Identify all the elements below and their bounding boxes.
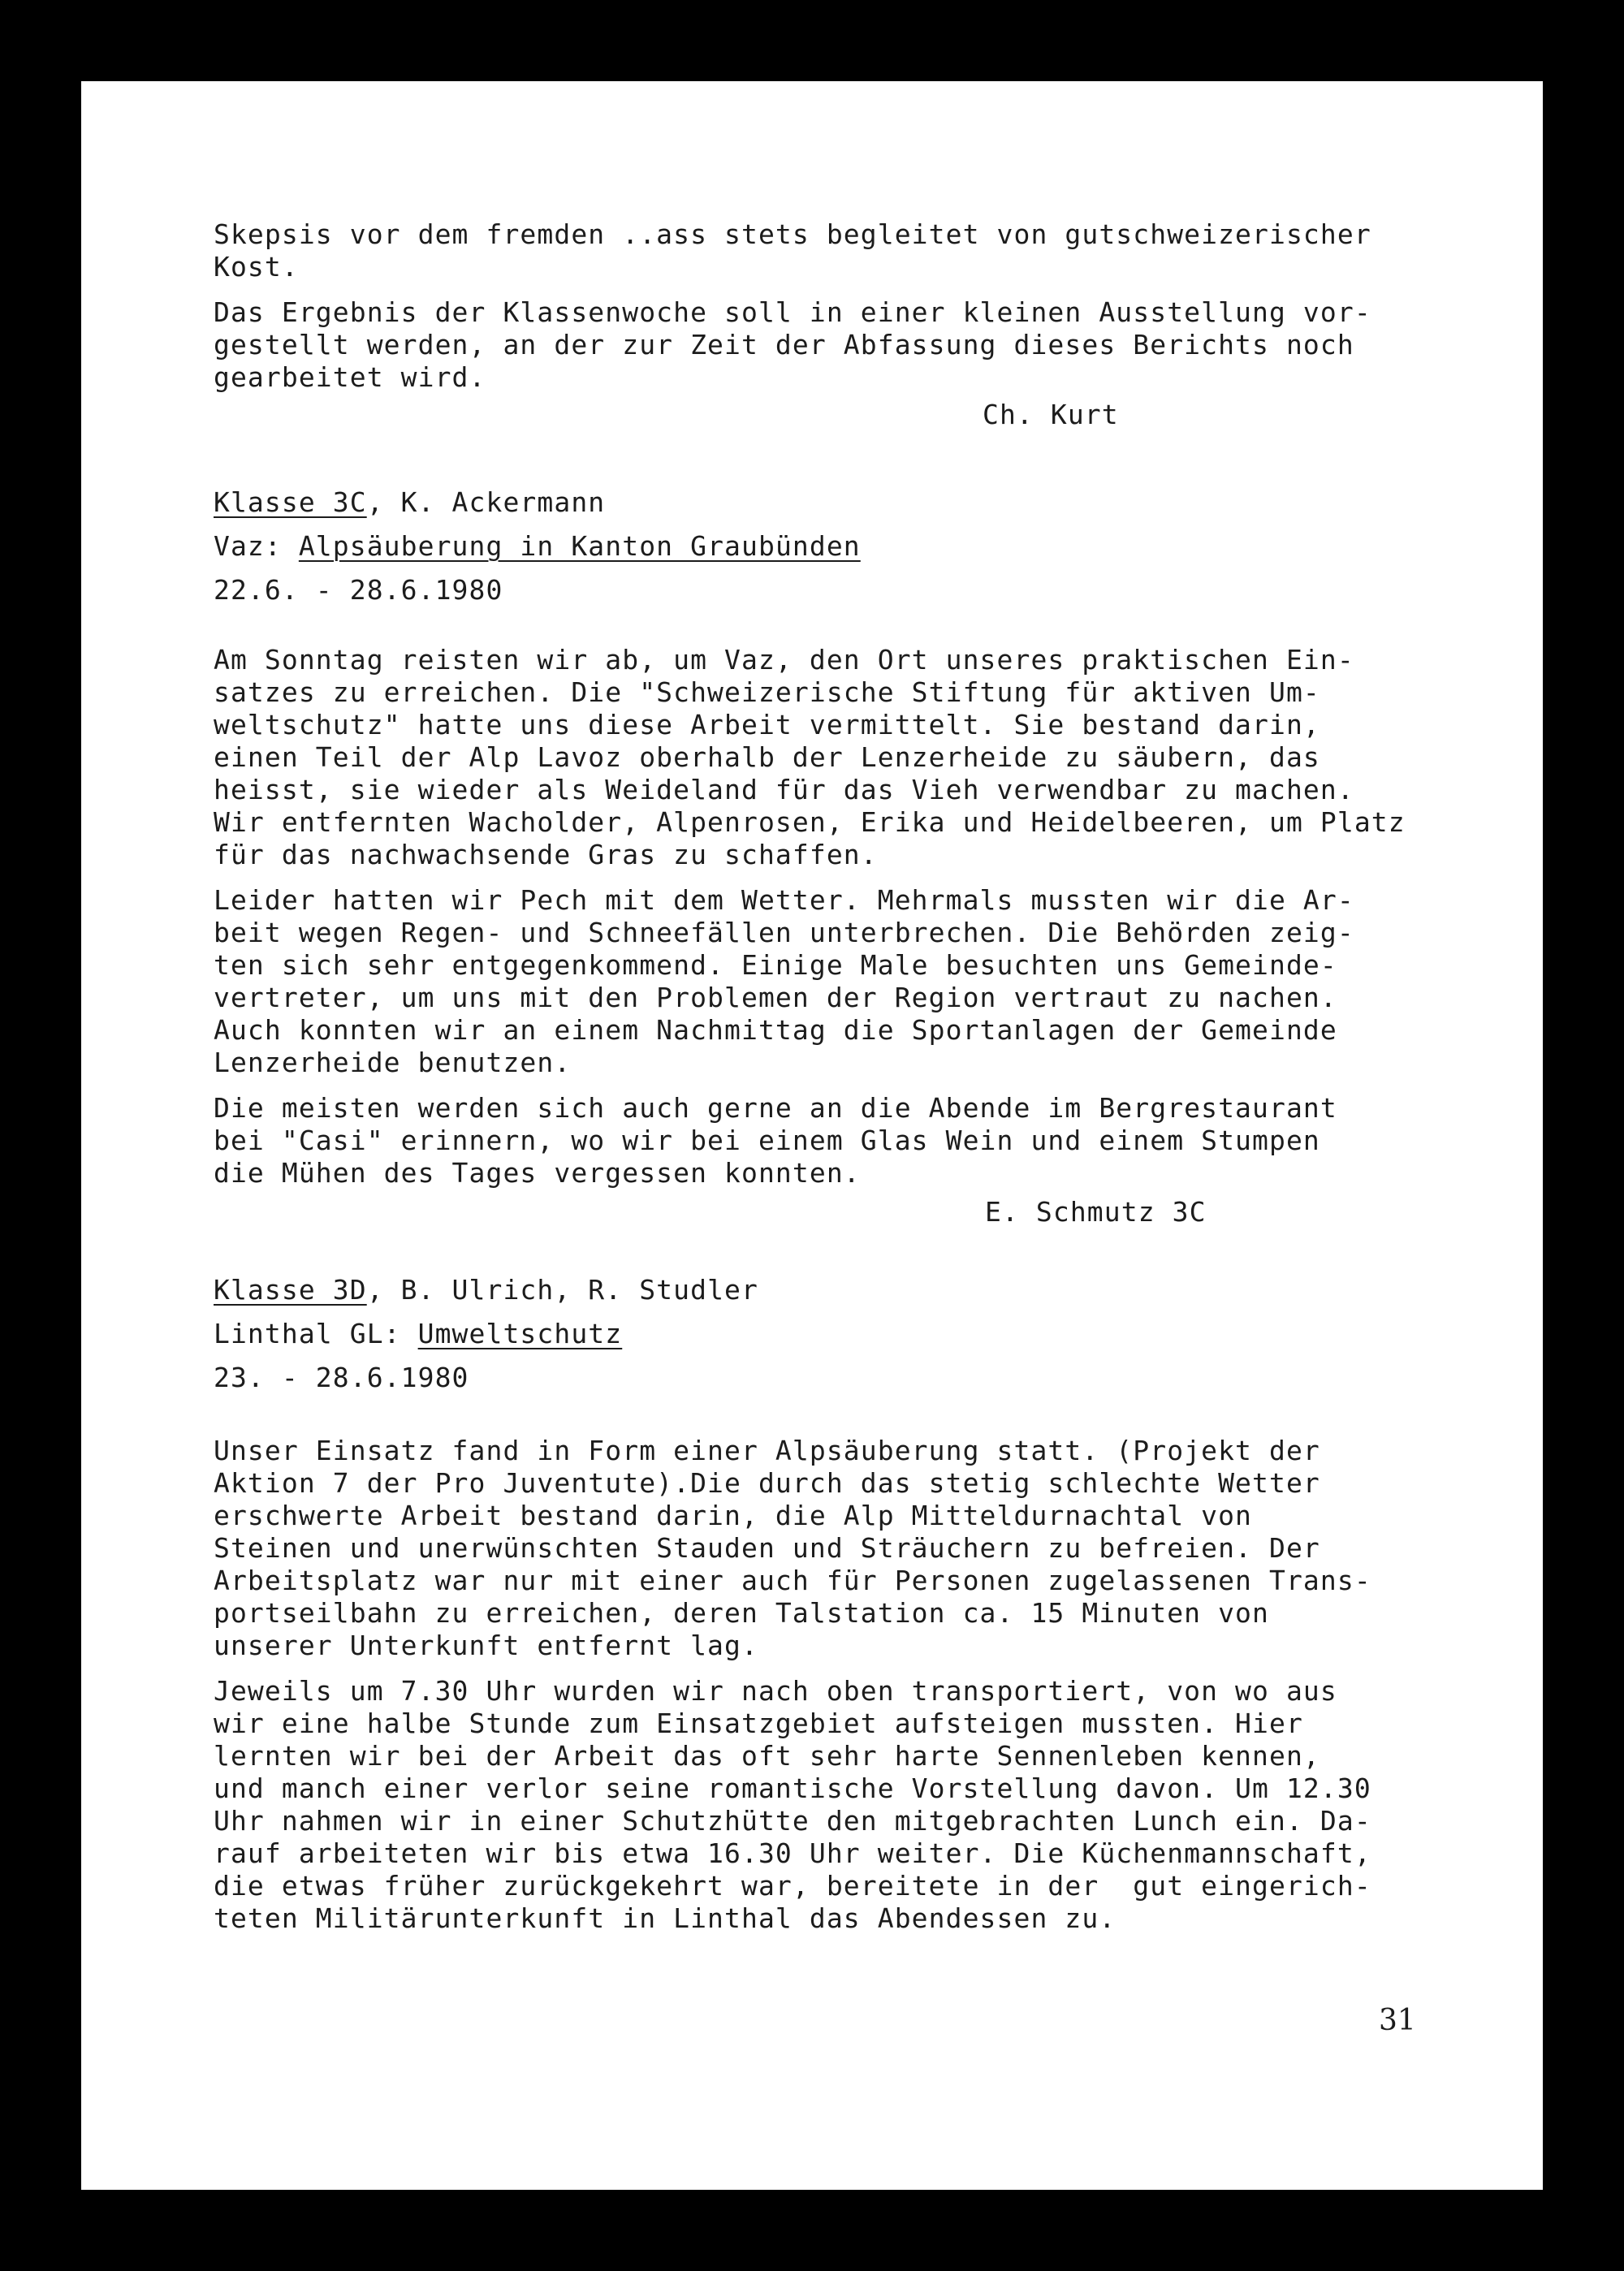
text-line: ten sich sehr entgegenkommend. Einige Male besuchten uns Gemeinde- xyxy=(214,949,1337,981)
text-line: die etwas früher zurückgekehrt war, bereitete in der gut eingerich- xyxy=(214,1870,1371,1902)
text-line: bei "Casi" erinnern, wo wir bei einem Glas Wein und einem Stumpen xyxy=(214,1125,1320,1156)
text-line: für das nachwachsende Gras zu schaffen. xyxy=(214,839,878,870)
text-line: Am Sonntag reisten wir ab, um Vaz, den Ort unseres praktischen Ein- xyxy=(214,644,1354,676)
text-line: teten Militärunterkunft in Linthal das Abendessen zu. xyxy=(214,1902,1116,1934)
text-line: satzes zu erreichen. Die "Schweizerische Stiftung für aktiven Um- xyxy=(214,676,1320,708)
section-signature: E. Schmutz 3C xyxy=(985,1196,1207,1228)
topic-title: Alpsäuberung in Kanton Graubünden xyxy=(298,530,861,562)
text-line: heisst, sie wieder als Weideland für das Vieh verwendbar zu machen. xyxy=(214,774,1354,805)
text-line: vertreter, um uns mit den Problemen der Region vertraut zu nachen. xyxy=(214,982,1337,1013)
text-line: lernten wir bei der Arbeit das oft sehr harte Sennenleben kennen, xyxy=(214,1740,1320,1772)
text-line: Unser Einsatz fand in Form einer Alpsäuberung statt. (Projekt der xyxy=(214,1435,1320,1466)
text-line: Arbeitsplatz war nur mit einer auch für Personen zugelassenen Trans- xyxy=(214,1565,1371,1596)
body-paragraph xyxy=(214,1092,1480,1189)
text-line: wir eine halbe Stunde zum Einsatzgebiet aufsteigen mussten. Hier xyxy=(214,1708,1303,1739)
text-line: gestellt werden, an der zur Zeit der Abfassung dieses Berichts noch xyxy=(214,329,1354,361)
teacher-names: K. Ackermann xyxy=(400,486,606,518)
text-line: die Mühen des Tages vergessen konnten. xyxy=(214,1157,861,1189)
text-line: Lenzerheide benutzen. xyxy=(214,1047,572,1078)
text-line: beit wegen Regen- und Schneefällen unterbrechen. Die Behörden zeig- xyxy=(214,917,1354,948)
class-label: Klasse 3C xyxy=(214,486,367,518)
section-klasse-3c xyxy=(214,486,1480,1228)
text-line: und manch einer verlor seine romantische Vorstellung davon. Um 12.30 xyxy=(214,1772,1371,1804)
date-range: 23. - 28.6.1980 xyxy=(214,1362,469,1393)
text-line: Das Ergebnis der Klassenwoche soll in einer kleinen Ausstellung vor- xyxy=(214,296,1371,328)
class-label: Klasse 3D xyxy=(214,1274,367,1306)
body-paragraph xyxy=(214,1435,1480,1662)
text-line: Leider hatten wir Pech mit dem Wetter. Mehrmals mussten wir die Ar- xyxy=(214,884,1354,916)
text-line: einen Teil der Alp Lavoz oberhalb der Lenzerheide zu säubern, das xyxy=(214,741,1320,773)
section-klasse-3d xyxy=(214,1274,1480,1935)
date-range: 22.6. - 28.6.1980 xyxy=(214,574,503,606)
text-line: rauf arbeiteten wir bis etwa 16.30 Uhr weiter. Die Küchenmannschaft, xyxy=(214,1837,1371,1869)
text-line: Kost. xyxy=(214,251,299,283)
text-line: Skepsis vor dem fremden ..ass stets begleitet von gutschweizerischer xyxy=(214,218,1371,250)
text-line: gearbeitet wird. xyxy=(214,361,486,393)
text-line: Die meisten werden sich auch gerne an die Abende im Bergrestaurant xyxy=(214,1092,1337,1124)
intro-paragraph-2 xyxy=(214,296,1480,394)
teacher-names: B. Ulrich, R. Studler xyxy=(400,1274,758,1306)
text-line: erschwerte Arbeit bestand darin, die Alp Mitteldurnachtal von xyxy=(214,1500,1253,1531)
text-line: Auch konnten wir an einem Nachmittag die Sportanlagen der Gemeinde xyxy=(214,1014,1337,1046)
document-page xyxy=(81,81,1543,2190)
location-label: Linthal GL: xyxy=(214,1318,401,1349)
text-line: weltschutz" hatte uns diese Arbeit vermittelt. Sie bestand darin, xyxy=(214,709,1320,740)
text-line: Jeweils um 7.30 Uhr wurden wir nach oben transportiert, von wo aus xyxy=(214,1675,1337,1707)
text-line: unserer Unterkunft entfernt lag. xyxy=(214,1630,758,1661)
intro-signature: Ch. Kurt xyxy=(983,399,1119,430)
body-paragraph xyxy=(214,884,1480,1079)
body-paragraph xyxy=(214,1675,1480,1935)
text-line: Steinen und unerwünschten Stauden und Sträuchern zu befreien. Der xyxy=(214,1532,1320,1564)
text-line: Uhr nahmen wir in einer Schutzhütte den mitgebrachten Lunch ein. Da- xyxy=(214,1805,1371,1837)
page-number: 31 xyxy=(1379,2004,1416,2037)
section-topic-line xyxy=(214,530,1480,563)
text-line: portseilbahn zu erreichen, deren Talstation ca. 15 Minuten von xyxy=(214,1597,1269,1629)
section-heading: Klasse 3C, K. Ackermann xyxy=(214,486,606,518)
text-line: Wir entfernten Wacholder, Alpenrosen, Erika und Heidelbeeren, um Platz xyxy=(214,806,1406,838)
section-topic-line xyxy=(214,1318,1480,1350)
page-content xyxy=(214,218,1480,1935)
intro-paragraph-1 xyxy=(214,218,1480,283)
body-paragraph xyxy=(214,644,1480,871)
section-heading: Klasse 3D, B. Ulrich, R. Studler xyxy=(214,1274,758,1306)
text-line: Aktion 7 der Pro Juventute).Die durch das stetig schlechte Wetter xyxy=(214,1467,1320,1499)
topic-title: Umweltschutz xyxy=(417,1318,623,1349)
location-label: Vaz: xyxy=(214,530,282,562)
